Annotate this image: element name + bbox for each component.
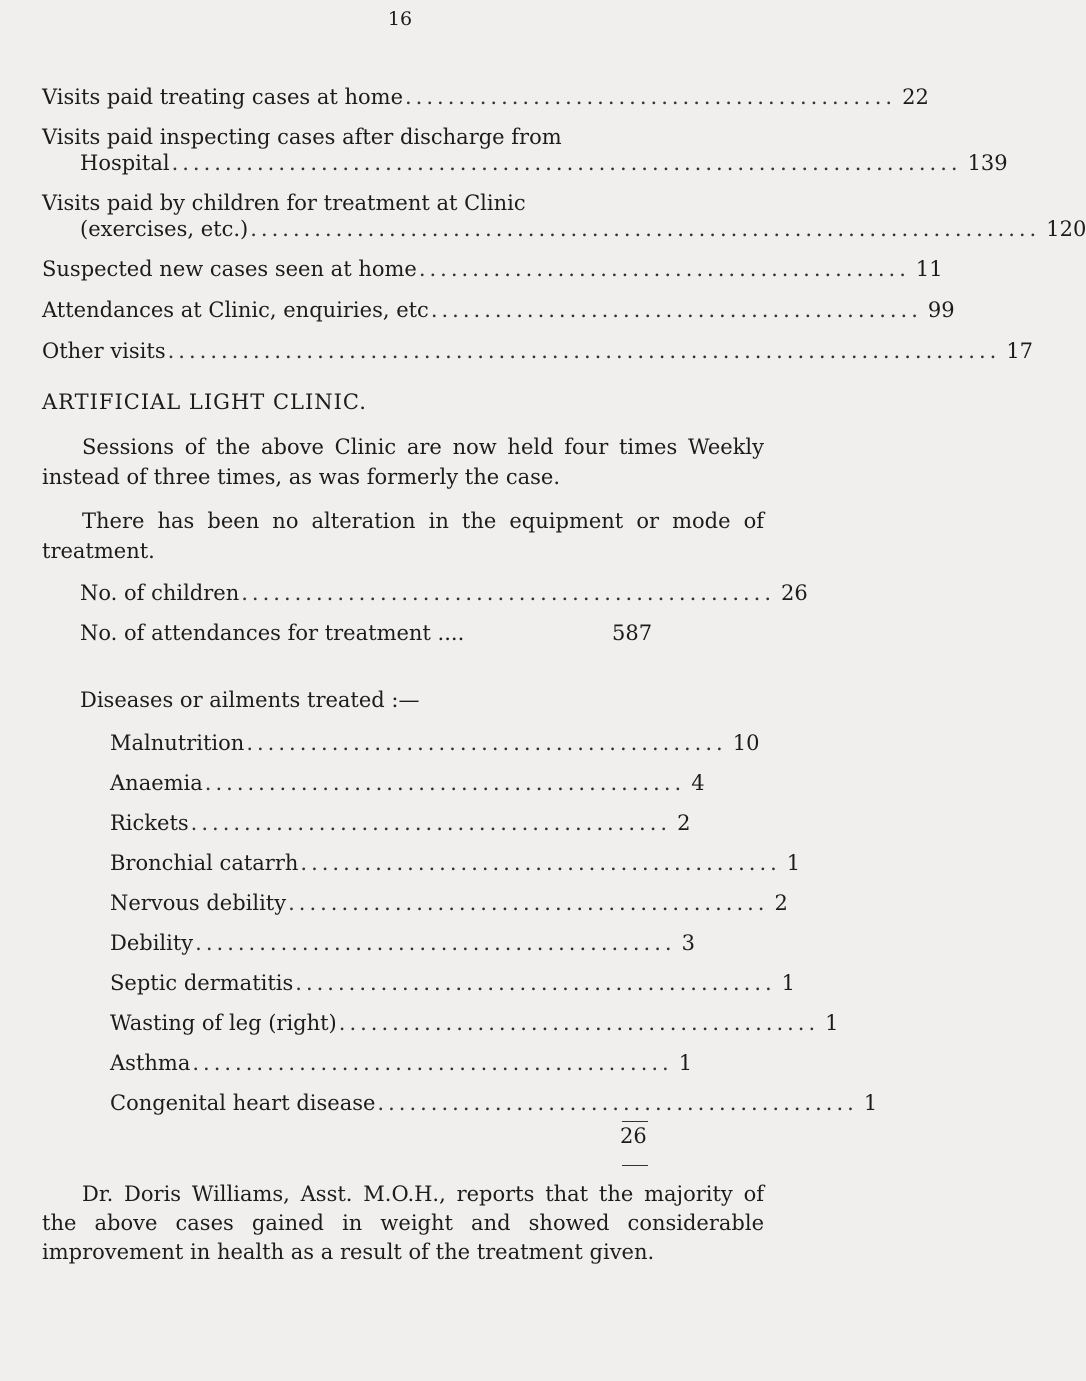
- leader-dots: ..............................................: [405, 85, 897, 109]
- disease-value: 4: [691, 771, 705, 795]
- visit-row: [80, 216, 1086, 242]
- disease-value: 1: [678, 1051, 693, 1075]
- visit-label: Suspected new cases seen at home: [42, 257, 417, 281]
- leader-dots: .............................................: [190, 811, 672, 835]
- total-rule-bottom: [622, 1165, 648, 1166]
- leader-dots: .............................................: [204, 771, 686, 795]
- disease-label: Debility: [110, 931, 194, 955]
- leader-dots: ..............................................: [418, 257, 910, 281]
- disease-value: 2: [677, 811, 691, 835]
- disease-row: [110, 890, 788, 916]
- total-rule-top: [622, 1121, 648, 1122]
- disease-row: [110, 1050, 693, 1076]
- disease-value: 1: [863, 1091, 878, 1115]
- disease-label: Malnutrition: [110, 731, 245, 755]
- disease-row: [110, 850, 801, 876]
- stat-row: [80, 580, 808, 606]
- leader-dots: .............................................: [338, 1011, 820, 1035]
- visit-row: [80, 150, 1008, 176]
- disease-label: Congenital heart disease: [110, 1091, 376, 1115]
- disease-value: 1: [786, 851, 801, 875]
- leader-dots: .............................................: [192, 1051, 673, 1075]
- leader-dots: .............................................: [295, 971, 776, 995]
- disease-label: Rickets: [110, 811, 189, 835]
- disease-value: 2: [774, 891, 788, 915]
- disease-label: Bronchial catarrh: [110, 851, 299, 875]
- leader-dots: ..............................................: [430, 298, 922, 322]
- visit-label: Visits paid treating cases at home: [42, 85, 403, 109]
- visit-label: Visits paid by children for treatment at Clinic: [42, 191, 526, 215]
- visit-row: [42, 338, 1034, 364]
- leader-dots: ..................................................: [241, 581, 776, 605]
- visit-value: 120: [1046, 217, 1086, 241]
- disease-row: [110, 770, 705, 796]
- section-heading: ARTIFICIAL LIGHT CLINIC.: [42, 390, 367, 414]
- visit-value: 99: [927, 298, 955, 322]
- disease-row: [110, 970, 796, 996]
- paragraph: There has been no alteration in the equipment or mode of treatment.: [42, 509, 764, 563]
- leader-dots: .............................................: [288, 891, 769, 915]
- leader-dots: .............................................: [195, 931, 676, 955]
- visit-value: 17: [1006, 339, 1034, 363]
- disease-row: [110, 810, 691, 836]
- leader-dots: .............................................: [246, 731, 727, 755]
- stat-value: 26: [781, 581, 808, 605]
- stat-value: 587: [612, 621, 653, 645]
- visit-row: [42, 297, 955, 323]
- visit-label-cont: Hospital: [80, 151, 170, 175]
- disease-row: [110, 1010, 839, 1036]
- disease-row: [110, 930, 695, 956]
- disease-label: Septic dermatitis: [110, 971, 294, 995]
- leader-dots: ..........................................................................: [171, 151, 962, 175]
- disease-label: Anaemia: [110, 771, 203, 795]
- leader-dots: .............................................: [300, 851, 781, 875]
- closing-paragraph: Dr. Doris Williams, Asst. M.O.H., reports that the majority of the above cases gained in weight and showed considerable improvement in health as a result of the treatment given.: [42, 1182, 764, 1264]
- disease-value: 3: [681, 931, 695, 955]
- stat-label: No. of attendances for treatment ....: [80, 621, 465, 645]
- visit-value: 139: [967, 151, 1008, 175]
- leader-dots: ..............................................................................: [167, 339, 1001, 363]
- disease-value: 1: [781, 971, 796, 995]
- disease-value: 1: [825, 1011, 839, 1035]
- visit-row: [42, 84, 929, 110]
- page-number: 16: [387, 8, 413, 30]
- disease-row: [110, 1090, 878, 1116]
- visit-label-cont: (exercises, etc.): [80, 217, 249, 241]
- visit-value: 22: [902, 85, 929, 109]
- disease-label: Asthma: [110, 1051, 191, 1075]
- diseases-total: 26: [620, 1124, 647, 1148]
- paragraph: Sessions of the above Clinic are now held four times Weekly instead of three times, as was formerly the case.: [42, 435, 764, 489]
- disease-label: Wasting of leg (right): [110, 1011, 337, 1035]
- visit-label: Attendances at Clinic, enquiries, etc: [42, 298, 429, 322]
- visit-value: 11: [915, 257, 943, 281]
- visit-row: [42, 256, 943, 282]
- stat-label: No. of children: [80, 581, 240, 605]
- disease-label: Nervous debility: [110, 891, 287, 915]
- leader-dots: ..........................................................................: [250, 217, 1041, 241]
- visit-label: Visits paid inspecting cases after discharge from: [42, 125, 562, 149]
- disease-row: [110, 730, 760, 756]
- diseases-intro: Diseases or ailments treated :—: [80, 688, 420, 712]
- disease-value: 10: [732, 731, 760, 755]
- visit-label: Other visits: [42, 339, 166, 363]
- leader-dots: .............................................: [377, 1091, 858, 1115]
